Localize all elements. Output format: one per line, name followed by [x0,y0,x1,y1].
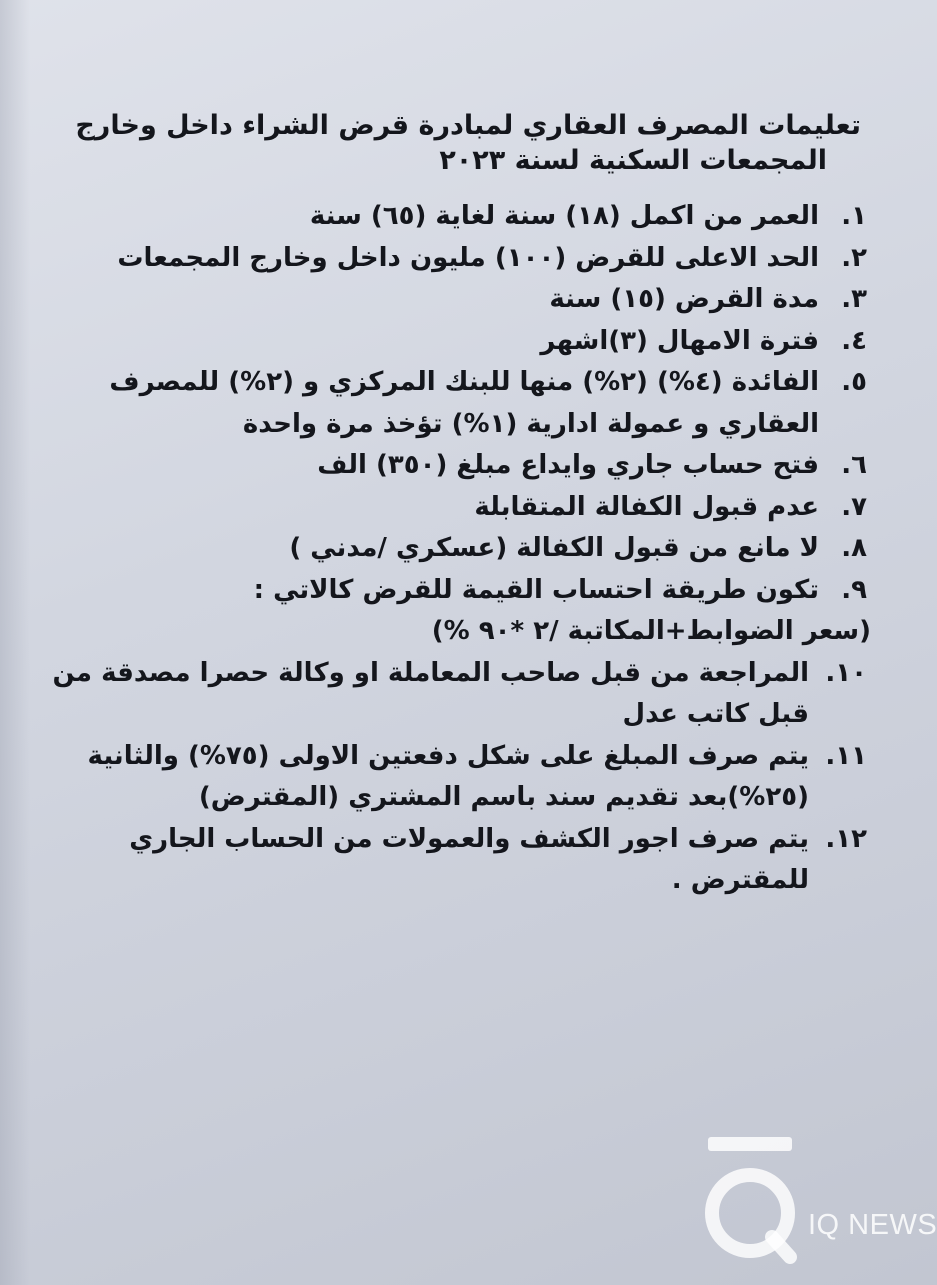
item-number: ٣. [841,284,867,314]
list-item [37,279,867,321]
list-item [37,487,867,529]
item-number: ٤. [841,325,867,356]
document-title [37,108,867,178]
list-item [37,653,867,736]
item-number: ٦. [841,450,867,480]
instructions-document [37,108,871,902]
item-text: المراجعة من قبل صاحب المعاملة او وكالة حصرا مصدقة من قبل كاتب عدل [52,657,809,729]
item-number: ٨. [841,533,867,563]
item-text: عدم قبول الكفالة المتقابلة [474,491,819,522]
iq-news-logo-icon [690,1133,810,1263]
loan-value-formula: (سعر الضوابط+المكاتبة /٢ *٩٠ %) [431,616,871,646]
list-item [37,570,867,612]
watermark-brand-text: IQ NEWS [808,1209,937,1241]
title-line-1: تعليمات المصرف العقاري لمبادرة قرض الشراء داخل وخارج [75,110,861,141]
item-text: الحد الاعلى للقرض (١٠٠) مليون داخل وخارج المجمعات [117,242,819,273]
item-text: لا مانع من قبول الكفالة (عسكري /مدني ) [289,533,819,563]
list-item [37,362,867,445]
watermark-logo [690,1133,937,1273]
item-number: ٥. [841,367,867,397]
item-text: فتح حساب جاري وايداع مبلغ (٣٥٠) الف [317,450,819,480]
list-item [37,238,867,280]
item-text: الفائدة (٤%) (٢%) منها للبنك المركزي و (٢%) للمصرف العقاري و عمولة ادارية (١%) تؤخذ مرة واحدة [109,367,819,439]
list-item [37,819,867,902]
list-item [37,196,867,238]
title-line-2: المجمعات السكنية لسنة ٢٠٢٣ [439,145,827,176]
list-item [37,321,867,363]
item-text: العمر من اكمل (١٨) سنة لغاية (٦٥) سنة [309,201,819,231]
item-text: فترة الامهال (٣)اشهر [540,325,819,356]
item-number: ١. [841,201,867,231]
instructions-list [37,196,871,902]
item-text: يتم صرف اجور الكشف والعمولات من الحساب الجاري للمقترض . [129,823,809,895]
item-number: ٧. [841,491,867,522]
item-number: ٢. [841,242,867,273]
item-number: ٩. [841,574,867,605]
item-number: ١١. [825,740,867,771]
item-text: مدة القرض (١٥) سنة [549,284,819,314]
item-number: ١٠. [825,657,867,688]
paper-edge-shadow [0,0,30,1285]
list-item [37,528,867,570]
item-text: يتم صرف المبلغ على شكل دفعتين الاولى (٧٥%) والثانية (٢٥%)بعد تقديم سند باسم المشتري (المقترض) [87,740,809,812]
list-item [37,736,867,819]
list-item [37,445,867,487]
item-text: تكون طريقة احتساب القيمة للقرض كالاتي : [253,574,819,605]
item-number: ١٢. [825,823,867,854]
